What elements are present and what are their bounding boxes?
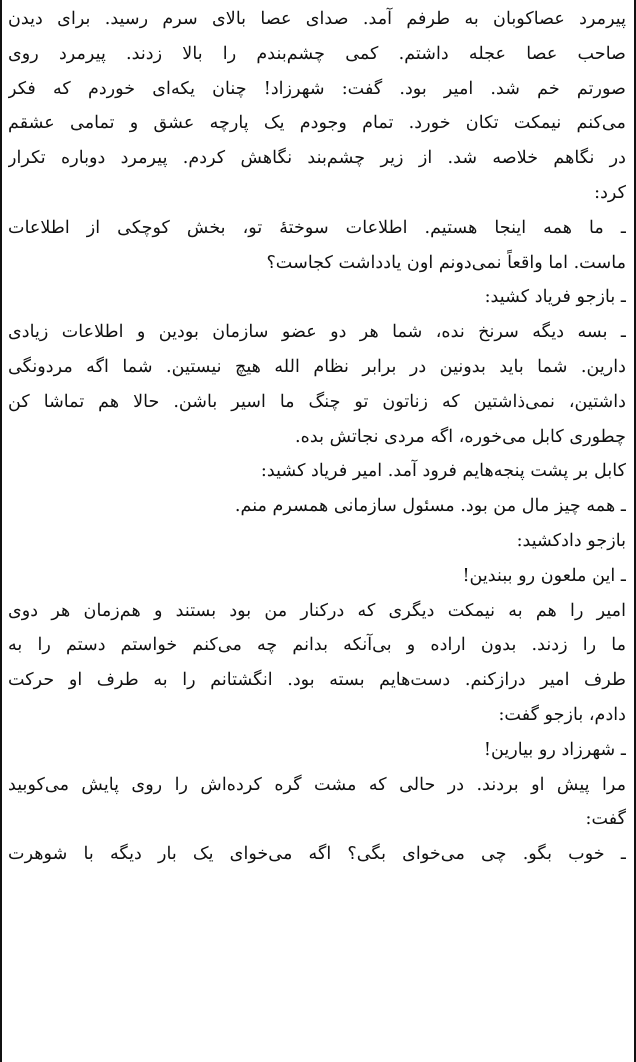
text-line: دادم، بازجو گفت: [498,704,626,725]
page-text [8,2,626,872]
text-line: گفت: [585,809,626,830]
text-line: صاحب عصا عجله داشتم. کمی چشم‌بندم را بالا زدند. پیرمرد روی [8,43,626,64]
text-line: طرف امیر درازکنم. دست‌هایم بسته بود. انگشتانم را به طرف او حرکت [8,670,626,691]
text-line: بازجو دادکشید: [516,530,626,551]
text-line: ـ این ملعون رو ببندین! [462,565,626,586]
text-line: ـ ما همه اینجا هستیم. اطلاعات سوختهٔ تو، بخش کوچکی از اطلاعات [8,217,626,238]
text-line: می‌کنم نیمکت تکان خورد. تمام وجودم یک پارچه عشق و تمامی عشقم [8,113,626,134]
text-line: صورتم خم شد. امیر بود. گفت: شهرزاد! چنان یکه‌ای خوردم که فکر [8,78,626,99]
text-line: ماست. اما واقعاً نمی‌دونم اون یادداشت کجاست؟ [266,252,626,273]
text-line: ـ همه چیز مال من بود. مسئول سازمانی همسرم منم. [234,496,626,517]
text-line: در نگاهم خلاصه شد. از زیر چشم‌بند نگاهش کردم. پیرمرد دوباره تکرار [8,148,626,169]
text-line: مرا پیش او بردند. در حالی که مشت گره کرده‌اش را روی پایش می‌کوبید [8,774,626,795]
text-line: دارین. شما باید بدونین در برابر نظام الله هیچ نیستین. شما اگه مردونگی [8,356,626,377]
text-line: ـ بازجو فریاد کشید: [484,287,626,308]
text-line: چطوری کابل می‌خوره، اگه مردی نجاتش بده. [295,426,626,447]
text-line: ـ شهرزاد رو بیارین! [483,739,626,760]
text-line: ـ بسه دیگه سرنخ نده، شما هر دو عضو سازمان بودین و اطلاعات زیادی [8,322,626,343]
text-line: امیر را هم به نیمکت دیگری که درکنار من بود بستند و هم‌زمان هر دوی [8,600,626,621]
text-line: ما را زدند. بدون اراده و بی‌آنکه بدانم چه می‌کنم خواستم دستم را به [8,635,626,656]
text-line: داشتین، نمی‌ذاشتین که زناتون تو چنگ ما اسیر باشن. حالا هم تماشا کن [8,391,626,412]
text-line: پیرمرد عصاکوبان به طرفم آمد. صدای عصا بالای سرم رسید. برای دیدن [8,9,626,29]
text-line: کرد: [594,182,626,203]
text-line: کابل بر پشت پنجه‌هایم فرود آمد. امیر فریاد کشید: [260,461,626,482]
text-line: ـ خوب بگو. چی می‌خوای بگی؟ اگه می‌خوای یک بار دیگه با شوهرت [8,844,626,865]
